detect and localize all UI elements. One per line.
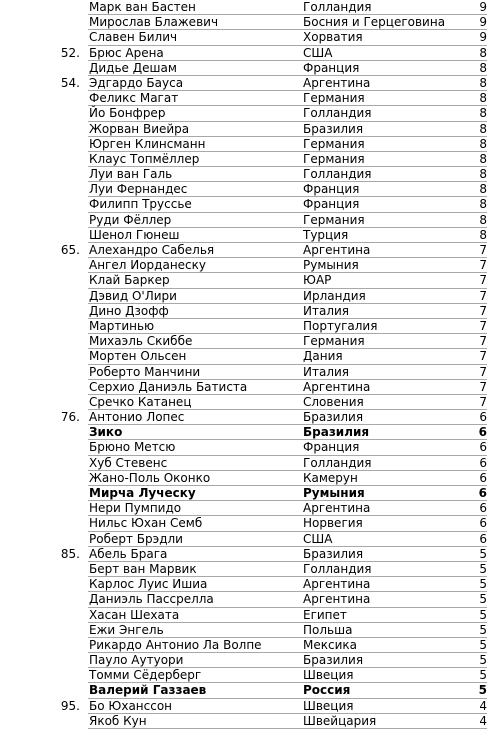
points-cell: 7 [479, 349, 487, 364]
country-cell: Словения [303, 394, 364, 409]
table-row [0, 76, 495, 91]
points-cell: 8 [479, 106, 487, 121]
points-cell: 7 [479, 303, 487, 318]
points-cell: 8 [479, 227, 487, 242]
coach-name-cell: Нильс Юхан Семб [89, 516, 203, 531]
coach-name-cell: Пауло Аутуори [89, 653, 184, 668]
country-cell: Италия [303, 364, 350, 379]
coach-name-cell: Жано-Поль Оконко [89, 470, 211, 485]
coach-name-cell: Сречко Катанец [89, 394, 192, 409]
points-cell: 5 [479, 622, 487, 637]
country-cell: Голландия [303, 0, 372, 14]
coach-name-cell: Руди Фёллер [89, 212, 172, 227]
country-cell: Босния и Герцеговина [303, 15, 446, 30]
table-row [0, 167, 495, 182]
table-row [0, 334, 495, 349]
points-cell: 5 [479, 607, 487, 622]
rank-cell: 52. [60, 45, 80, 60]
coach-name-cell: Алехандро Сабелья [89, 243, 215, 257]
table-row [0, 547, 495, 562]
table-row [0, 486, 495, 501]
table-row [0, 243, 495, 258]
table-row [0, 714, 495, 729]
table-row [0, 456, 495, 471]
table-row [0, 0, 495, 15]
points-cell: 9 [479, 0, 487, 14]
coach-name-cell: Михаэль Скиббе [89, 334, 193, 349]
points-cell: 7 [479, 334, 487, 349]
points-cell: 8 [479, 197, 487, 212]
coach-name-cell: Жорван Виейра [89, 121, 190, 136]
coach-name-cell: Даниэль Пассрелла [89, 592, 214, 607]
rank-cell: 65. [60, 243, 80, 257]
country-cell: Румыния [303, 486, 365, 500]
points-cell: 6 [479, 501, 487, 516]
coach-name-cell: Луи ван Галь [89, 167, 173, 182]
table-row [0, 15, 495, 30]
points-cell: 6 [479, 455, 487, 470]
country-cell: Дания [303, 349, 343, 364]
country-cell: Аргентина [303, 577, 371, 592]
table-row [0, 213, 495, 228]
table-row [0, 365, 495, 380]
table-row [0, 608, 495, 623]
points-cell: 9 [479, 30, 487, 45]
country-cell: Италия [303, 303, 350, 318]
points-cell: 6 [479, 470, 487, 485]
points-cell: 8 [479, 45, 487, 60]
coach-name-cell: Рикардо Антонио Ла Волпе [89, 637, 262, 652]
coach-name-cell: Роберто Манчини [89, 364, 201, 379]
country-cell: Россия [303, 683, 351, 698]
country-cell: Швеция [303, 668, 354, 683]
table-row [0, 273, 495, 288]
country-cell: США [303, 531, 333, 546]
country-cell: Германия [303, 91, 365, 106]
country-cell: Голландия [303, 167, 372, 182]
coach-name-cell: Юрген Клинсманн [89, 136, 206, 151]
table-row [0, 395, 495, 410]
coach-name-cell: Клай Баркер [89, 273, 170, 288]
country-cell: Аргентина [303, 75, 371, 90]
country-cell: Румыния [303, 258, 359, 273]
rank-cell: 95. [60, 698, 80, 713]
table-row [0, 106, 495, 121]
points-cell: 7 [479, 288, 487, 303]
coach-name-cell: Ежи Энгель [89, 622, 164, 637]
table-row [0, 516, 495, 531]
coach-name-cell: Эдгардо Бауса [89, 75, 184, 90]
coach-name-cell: Зико [89, 425, 123, 440]
country-cell: Швеция [303, 698, 354, 713]
table-row [0, 289, 495, 304]
country-cell: Бразилия [303, 546, 364, 561]
points-cell: 7 [479, 243, 487, 257]
coach-name-cell: Клаус Топмёллер [89, 151, 200, 166]
table-row [0, 532, 495, 547]
table-row [0, 61, 495, 76]
points-cell: 6 [478, 486, 487, 500]
points-cell: 7 [479, 273, 487, 288]
coach-name-cell: Мортен Ольсен [89, 349, 187, 364]
coach-name-cell: Хасан Шехата [89, 607, 180, 622]
table-row [0, 668, 495, 683]
points-cell: 8 [479, 212, 487, 227]
rank-cell: 85. [60, 546, 80, 561]
country-cell: Бразилия [303, 121, 364, 136]
points-cell: 6 [479, 440, 487, 455]
country-cell: Швейцария [303, 713, 377, 728]
country-cell: Голландия [303, 561, 372, 576]
table-row [0, 319, 495, 334]
country-cell: Германия [303, 136, 365, 151]
points-cell: 6 [479, 531, 487, 546]
country-cell: Германия [303, 212, 365, 227]
country-cell: Аргентина [303, 592, 371, 607]
points-cell: 7 [479, 258, 487, 273]
table-row [0, 501, 495, 516]
points-cell: 8 [479, 151, 487, 166]
country-cell: Франция [303, 440, 360, 455]
rank-cell: 76. [60, 410, 80, 425]
points-cell: 7 [479, 379, 487, 394]
points-cell: 8 [479, 91, 487, 106]
coach-name-cell: Томми Сёдерберг [89, 668, 202, 683]
table-row [0, 623, 495, 638]
country-cell: Аргентина [303, 379, 371, 394]
coach-name-cell: Хуб Стевенс [89, 455, 168, 470]
coach-name-cell: Брюс Арена [89, 45, 164, 60]
table-row [0, 91, 495, 106]
table-row [0, 349, 495, 364]
country-cell: Германия [303, 334, 365, 349]
points-cell: 8 [479, 60, 487, 75]
country-cell: Норвегия [303, 516, 363, 531]
country-cell: Франция [303, 197, 360, 212]
country-cell: Камерун [303, 470, 358, 485]
table-row [0, 30, 495, 45]
table-row [0, 152, 495, 167]
coach-name-cell: Антонио Лопес [89, 410, 185, 425]
points-cell: 8 [479, 75, 487, 90]
table-row [0, 410, 495, 425]
coach-name-cell: Мирослав Блажевич [89, 15, 219, 30]
country-cell: Бразилия [303, 425, 370, 440]
table-row [0, 440, 495, 455]
points-cell: 6 [479, 410, 487, 425]
coach-name-cell: Серхио Даниэль Батиста [89, 379, 248, 394]
points-cell: 5 [478, 683, 487, 698]
points-cell: 4 [479, 698, 487, 713]
points-cell: 4 [479, 713, 487, 728]
table-row [0, 653, 495, 668]
points-cell: 5 [479, 668, 487, 683]
coach-name-cell: Феликс Магат [89, 91, 179, 106]
table-row [0, 137, 495, 152]
country-cell: Ирландия [303, 288, 366, 303]
points-cell: 5 [479, 561, 487, 576]
points-cell: 5 [479, 653, 487, 668]
country-cell: Голландия [303, 455, 372, 470]
coach-name-cell: Филипп Труссье [89, 197, 192, 212]
coach-name-cell: Абель Брага [89, 546, 168, 561]
coach-name-cell: Дидье Дешам [89, 60, 177, 75]
coach-name-cell: Дэвид О'Лири [89, 288, 177, 303]
points-cell: 5 [479, 546, 487, 561]
coach-name-cell: Йо Бонфрер [89, 106, 166, 121]
coach-name-cell: Луи Фернандес [89, 182, 188, 197]
points-cell: 8 [479, 121, 487, 136]
table-row [0, 699, 495, 714]
coach-name-cell: Марк ван Бастен [89, 0, 196, 14]
country-cell: Польша [303, 622, 353, 637]
country-cell: Франция [303, 182, 360, 197]
coach-name-cell: Ангел Иорданеску [89, 258, 206, 273]
country-cell: Португалия [303, 318, 378, 333]
points-cell: 6 [478, 425, 487, 440]
country-cell: Франция [303, 60, 360, 75]
points-cell: 7 [479, 318, 487, 333]
table-row [0, 592, 495, 607]
table-row [0, 304, 495, 319]
row-divider [88, 728, 303, 729]
points-cell: 5 [479, 592, 487, 607]
coach-name-cell: Шенол Гюнеш [89, 227, 180, 242]
points-cell: 5 [479, 637, 487, 652]
coach-name-cell: Мирча Луческу [89, 486, 196, 500]
coach-name-cell: Бо Юханссон [89, 698, 173, 713]
table-row [0, 471, 495, 486]
points-cell: 9 [479, 15, 487, 30]
points-cell: 7 [479, 394, 487, 409]
coach-name-cell: Славен Билич [89, 30, 178, 45]
table-row [0, 425, 495, 440]
table-row [0, 638, 495, 653]
table-row [0, 182, 495, 197]
coach-name-cell: Брюно Метсю [89, 440, 176, 455]
coach-name-cell: Якоб Кун [89, 713, 147, 728]
coach-name-cell: Дино Дзофф [89, 303, 169, 318]
country-cell: Аргентина [303, 243, 371, 257]
points-cell: 8 [479, 167, 487, 182]
rank-cell: 54. [60, 75, 80, 90]
points-cell: 8 [479, 136, 487, 151]
country-cell: США [303, 45, 333, 60]
country-cell: Хорватия [303, 30, 363, 45]
row-divider [303, 728, 487, 729]
country-cell: Голландия [303, 106, 372, 121]
table-row [0, 577, 495, 592]
coach-name-cell: Мартинью [89, 318, 155, 333]
table-row [0, 380, 495, 395]
country-cell: Германия [303, 151, 365, 166]
table-row [0, 197, 495, 212]
coach-name-cell: Карлос Луис Ишиа [89, 577, 208, 592]
points-cell: 8 [479, 182, 487, 197]
table-row [0, 683, 495, 698]
country-cell: Бразилия [303, 653, 364, 668]
points-cell: 7 [479, 364, 487, 379]
table-row [0, 46, 495, 61]
country-cell: Мексика [303, 637, 357, 652]
table-row [0, 562, 495, 577]
country-cell: Аргентина [303, 501, 371, 516]
coach-name-cell: Берт ван Марвик [89, 561, 197, 576]
points-cell: 5 [479, 577, 487, 592]
coach-name-cell: Роберт Брэдли [89, 531, 183, 546]
table-row [0, 122, 495, 137]
country-cell: Турция [303, 227, 349, 242]
points-cell: 6 [479, 516, 487, 531]
coach-name-cell: Валерий Газзаев [89, 683, 207, 698]
coach-name-cell: Нери Пумпидо [89, 501, 182, 516]
country-cell: Египет [303, 607, 347, 622]
country-cell: Бразилия [303, 410, 364, 425]
table-row [0, 228, 495, 243]
table-row [0, 258, 495, 273]
country-cell: ЮАР [303, 273, 332, 288]
